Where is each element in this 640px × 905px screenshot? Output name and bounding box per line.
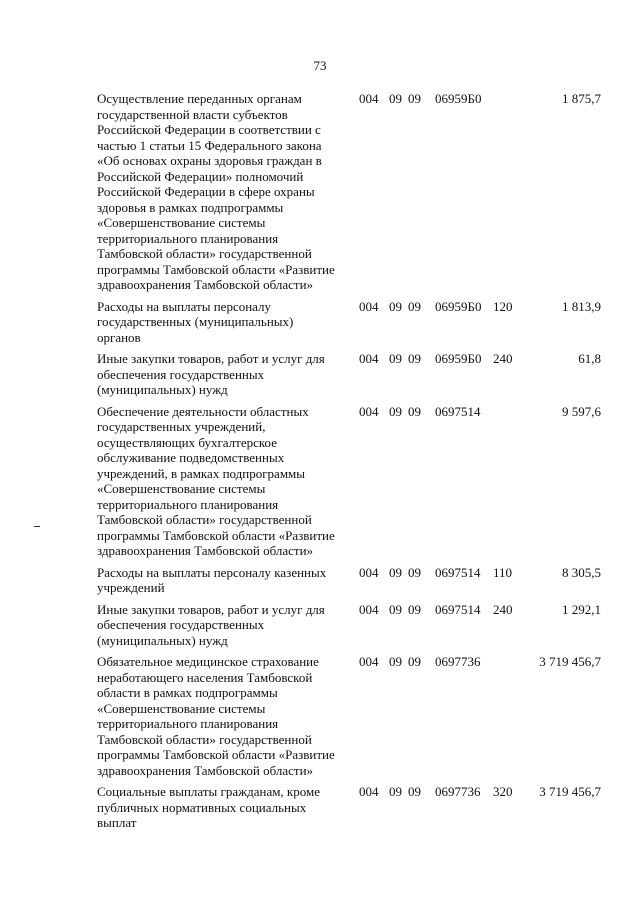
row-description: Иные закупки товаров, работ и услуг для обеспечения государственных (муниципальных) нужд [97,601,325,648]
section-code: 09 [389,601,402,617]
subsection-code: 09 [408,654,421,669]
table-row [97,565,607,596]
table-row [97,602,607,649]
section-code: 09 [389,91,402,106]
expense-type-code: 320 [493,784,513,799]
ved-code: 004 [359,601,379,617]
amount: 1 292,1 [562,601,601,617]
ved-code: 004 [359,564,379,580]
target-article-code: 0697736 [435,654,481,669]
table-row [97,299,607,346]
target-article-code: 06959Б0 [435,91,482,106]
amount: 1 875,7 [562,91,601,106]
row-description: Расходы на выплаты персоналу казенных учреждений [97,564,327,595]
subsection-code: 09 [408,403,421,419]
section-code: 09 [389,784,402,799]
amount: 61,8 [578,351,601,366]
subsection-code: 09 [408,298,421,314]
subsection-code: 09 [408,91,421,106]
row-description: Расходы на выплаты персоналу государственных (муниципальных) органов [97,298,294,345]
amount: 1 813,9 [562,298,601,314]
table-row [97,404,607,559]
target-article-code: 0697514 [435,564,481,580]
ved-code: 004 [359,351,379,366]
ved-code: 004 [359,654,379,669]
section-code: 09 [389,564,402,580]
amount: 8 305,5 [562,564,601,580]
subsection-code: 09 [408,564,421,580]
ved-code: 004 [359,298,379,314]
target-article-code: 0697514 [435,403,481,419]
section-code: 09 [389,351,402,366]
expense-type-code: 240 [493,351,513,366]
amount: 3 719 456,7 [539,654,601,669]
row-description: Обязательное медицинское страхование неработающего населения Тамбовской области в рамках подпрограммы «Совершенствование системы территориального планирования Тамбовской области» государственной программы Тамбовской области «Развитие здравоохранения Тамбовской области» [97,654,335,778]
margin-mark [34,526,40,527]
target-article-code: 0697514 [435,601,481,617]
amount: 9 597,6 [562,403,601,419]
section-code: 09 [389,403,402,419]
table-row [97,784,607,831]
row-description: Обеспечение деятельности областных государственных учреждений, осуществляющих бухгалтерское обслуживание подведомственных учреждений, в рамках подпрограммы «Совершенствование системы территориального планирования Тамбовской области» государственной программы Тамбовской области «Развитие здравоохранения Тамбовской области» [97,403,335,558]
subsection-code: 09 [408,601,421,617]
ved-code: 004 [359,403,379,419]
section-code: 09 [389,298,402,314]
row-description: Иные закупки товаров, работ и услуг для обеспечения государственных (муниципальных) нужд [97,351,325,397]
target-article-code: 06959Б0 [435,298,482,314]
subsection-code: 09 [408,784,421,799]
table-row [97,91,607,293]
table-row [97,351,607,398]
target-article-code: 06959Б0 [435,351,482,366]
row-description: Осуществление переданных органам государственной власти субъектов Российской Федерации в соответствии с частью 1 статьи 15 Федерального закона «Об основах охраны здоровья граждан в Российской Федерации» полномочий Российской Федерации в сфере охраны здоровья в рамках подпрограммы «Совершенствование системы территориального планирования Тамбовской области» государственной программы Тамбовской области «Развитие здравоохранения Тамбовской области» [97,91,335,292]
expense-type-code: 110 [493,564,513,580]
target-article-code: 0697736 [435,784,481,799]
page-number: 73 [313,58,327,73]
expense-type-code: 240 [493,601,513,617]
subsection-code: 09 [408,351,421,366]
table-row [97,654,607,778]
amount: 3 719 456,7 [539,784,601,799]
expense-type-code: 120 [493,298,513,314]
row-description: Социальные выплаты гражданам, кроме публичных нормативных социальных выплат [97,784,320,830]
ved-code: 004 [359,784,379,799]
ved-code: 004 [359,91,379,106]
section-code: 09 [389,654,402,669]
budget-table [97,91,607,837]
